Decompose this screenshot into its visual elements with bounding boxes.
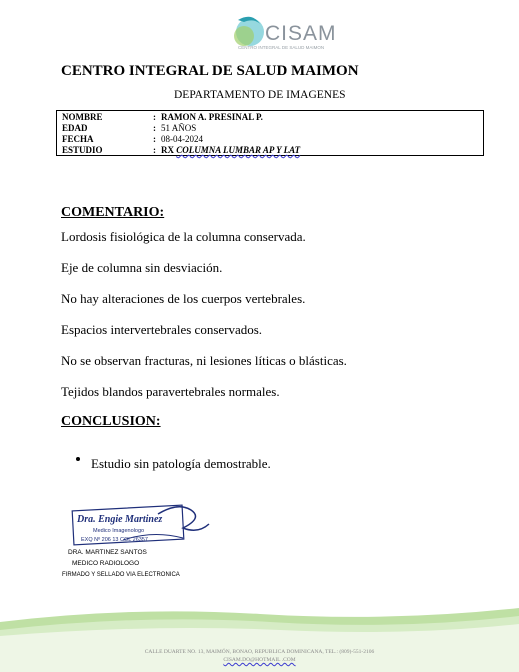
comment-line: Espacios intervertebrales conservados. <box>61 322 263 337</box>
footer-email-line <box>0 657 519 663</box>
comment-line: Tejidos blandos paravertebrales normales. <box>61 384 280 399</box>
signer-role: MEDICO RADIOLOGO <box>72 560 140 567</box>
bullet-icon <box>76 457 80 461</box>
row-label: EDAD <box>62 123 88 133</box>
row-value: 51 AÑOS <box>161 123 197 133</box>
institution-title: CENTRO INTEGRAL DE SALUD MAIMON <box>61 63 359 79</box>
conclusion-heading: CONCLUSION: <box>61 414 161 429</box>
stamp-line-3: EXQ Nº 206 13 COL 26357 <box>81 537 148 543</box>
row-label: NOMBRE <box>62 112 103 122</box>
row-label: ESTUDIO <box>62 145 103 155</box>
logo-subtitle: CENTRO INTEGRAL DE SALUD MAIMON <box>238 45 325 50</box>
department-title: DEPARTAMENTO DE IMAGENES <box>174 89 346 101</box>
study-prefix: RX <box>161 145 174 155</box>
row-separator: : <box>153 123 156 133</box>
comentario-heading: COMENTARIO: <box>61 205 165 220</box>
comment-line: No hay alteraciones de los cuerpos vertebrales. <box>61 291 306 306</box>
row-separator: : <box>153 145 156 155</box>
comment-line: Lordosis fisiológica de la columna conservada. <box>61 229 306 244</box>
row-label: FECHA <box>62 134 94 144</box>
row-separator: : <box>153 112 156 122</box>
footer-email[interactable]: CISAM.DO@HOTMAIL .COM <box>223 657 296 663</box>
row-separator: : <box>153 134 156 144</box>
patient-info-box <box>56 110 484 156</box>
row-value: RAMON A. PRESINAL P. <box>161 112 263 122</box>
signature-stamp <box>63 500 213 550</box>
signature-note: FIRMADO Y SELLADO VIA ELECTRONICA <box>62 572 180 578</box>
patient-row-age <box>62 123 196 133</box>
patient-row-name <box>62 112 263 122</box>
logo-text: CISAM <box>265 22 337 45</box>
footer-address: CALLE DUARTE NO. 13, MAIMÓN, BONAO, REPUBLICA DOMINICANA, TEL.: (809)-551-2106 <box>144 649 375 655</box>
stamp-line-1: Dra. Engie Martinez <box>77 514 163 525</box>
comment-line: No se observan fracturas, ni lesiones líticas o blásticas. <box>61 353 347 368</box>
patient-row-study <box>62 145 300 155</box>
signer-name: DRA. MARTINEZ SANTOS <box>68 549 147 556</box>
row-value: COLUMNA LUMBAR AP Y LAT <box>176 145 301 155</box>
patient-row-date <box>62 134 203 144</box>
stamp-line-2: Medico Imagenologo <box>93 528 145 534</box>
conclusion-item: Estudio sin patología demostrable. <box>91 456 271 471</box>
comment-line: Eje de columna sin desviación. <box>61 260 223 275</box>
row-value: 08-04-2024 <box>161 134 203 144</box>
